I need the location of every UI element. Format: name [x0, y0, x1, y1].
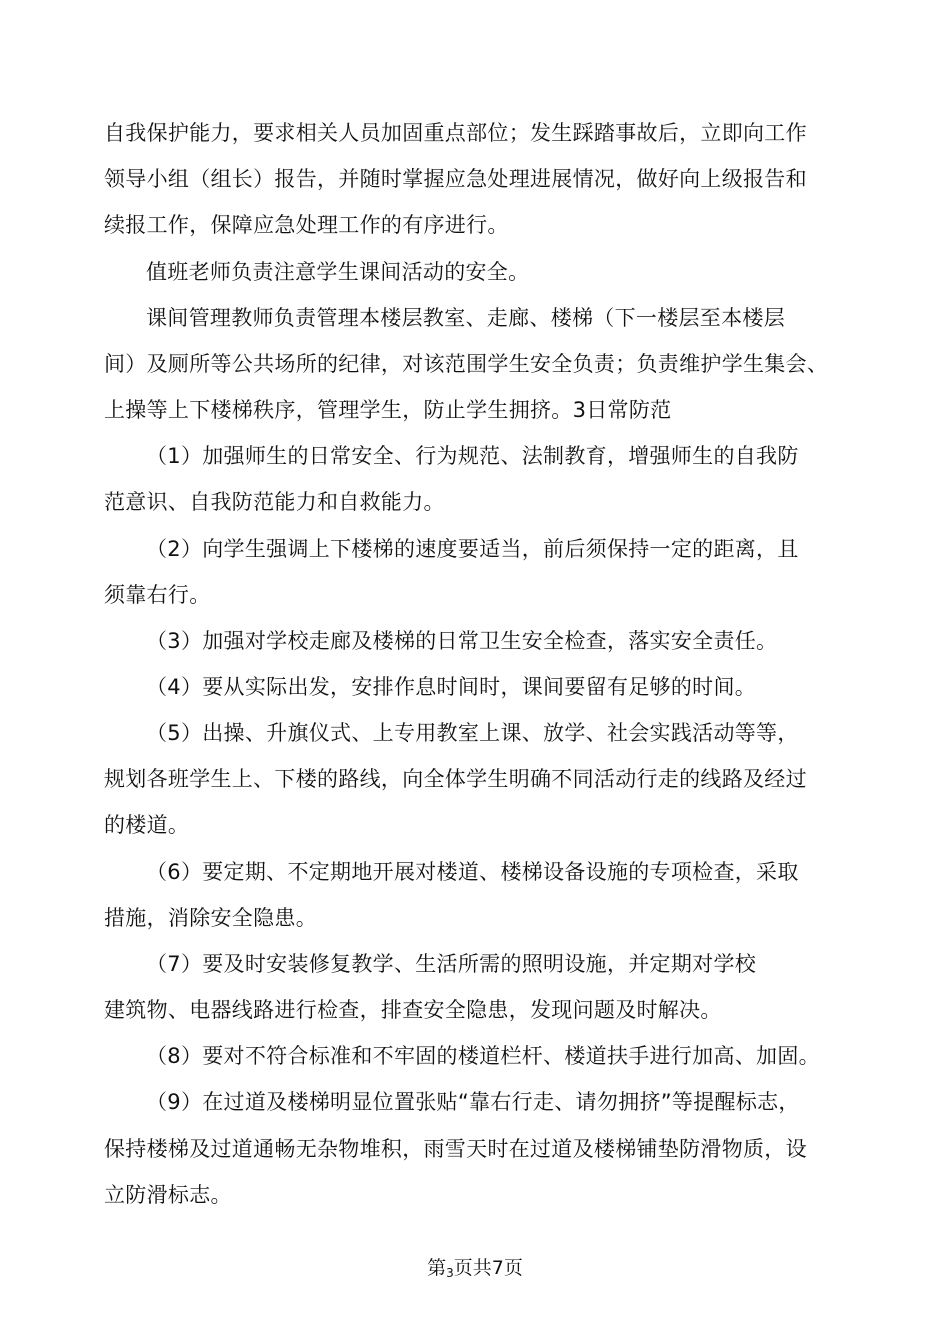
text-line-10: （2）向学生强调上下楼梯的速度要适当，前后须保持一定的距离，且	[146, 537, 799, 561]
footer-total-pages: 7	[491, 1257, 504, 1279]
text-line-7: 上操等上下楼梯秩序，管理学生，防止学生拥挤。3日常防范	[104, 398, 672, 422]
footer-page-number: 3	[446, 1266, 454, 1280]
text-line-16: 的楼道。	[104, 813, 190, 837]
text-line-14: （5）出操、升旗仪式、上专用教室上课、放学、社会实践活动等等，	[146, 721, 799, 745]
text-line-19: （7）要及时安装修复教学、生活所需的照明设施，并定期对学校	[146, 952, 757, 976]
text-line-1: 自我保护能力，要求相关人员加固重点部位；发生踩踏事故后，立即向工作	[104, 121, 807, 145]
text-line-4: 值班老师负责注意学生课间活动的安全。	[146, 260, 530, 284]
footer-middle: 页共	[453, 1257, 492, 1279]
text-line-8: （1）加强师生的日常安全、行为规范、法制教育，增强师生的自我防	[146, 444, 799, 468]
footer-suffix: 页	[503, 1257, 523, 1279]
text-line-5: 课间管理教师负责管理本楼层教室、走廊、楼梯（下一楼层至本楼层	[146, 306, 785, 330]
text-line-3: 续报工作，保障应急处理工作的有序进行。	[104, 213, 509, 237]
footer-prefix: 第	[427, 1257, 447, 1279]
text-line-21: （8）要对不符合标准和不牢固的楼道栏杆、楼道扶手进行加高、加固。	[146, 1044, 820, 1068]
page-footer	[0, 1254, 950, 1284]
text-line-20: 建筑物、电器线路进行检查，排查安全隐患，发现问题及时解决。	[104, 998, 722, 1022]
text-line-18: 措施，消除安全隐患。	[104, 906, 317, 930]
text-line-2: 领导小组（组长）报告，并随时掌握应急处理进展情况，做好向上级报告和	[104, 167, 807, 191]
text-line-22: （9）在过道及楼梯明显位置张贴“靠右行走、请勿拥挤”等提醒标志，	[146, 1090, 800, 1114]
text-line-15: 规划各班学生上、下楼的路线，向全体学生明确不同活动行走的线路及经过	[104, 767, 807, 791]
text-line-12: （3）加强对学校走廊及楼梯的日常卫生安全检查，落实安全责任。	[146, 629, 778, 653]
text-line-13: （4）要从实际出发，安排作息时间时，课间要留有足够的时间。	[146, 675, 757, 699]
text-line-6: 间）及厕所等公共场所的纪律，对该范围学生安全负责；负责维护学生集会、	[104, 352, 829, 376]
text-line-23: 保持楼梯及过道通畅无杂物堆积，雨雪天时在过道及楼梯铺垫防滑物质，设	[104, 1137, 807, 1161]
text-line-11: 须靠右行。	[104, 583, 211, 607]
text-line-9: 范意识、自我防范能力和自救能力。	[104, 490, 445, 514]
text-line-17: （6）要定期、不定期地开展对楼道、楼梯设备设施的专项检查，采取	[146, 860, 799, 884]
text-line-24: 立防滑标志。	[104, 1183, 232, 1207]
